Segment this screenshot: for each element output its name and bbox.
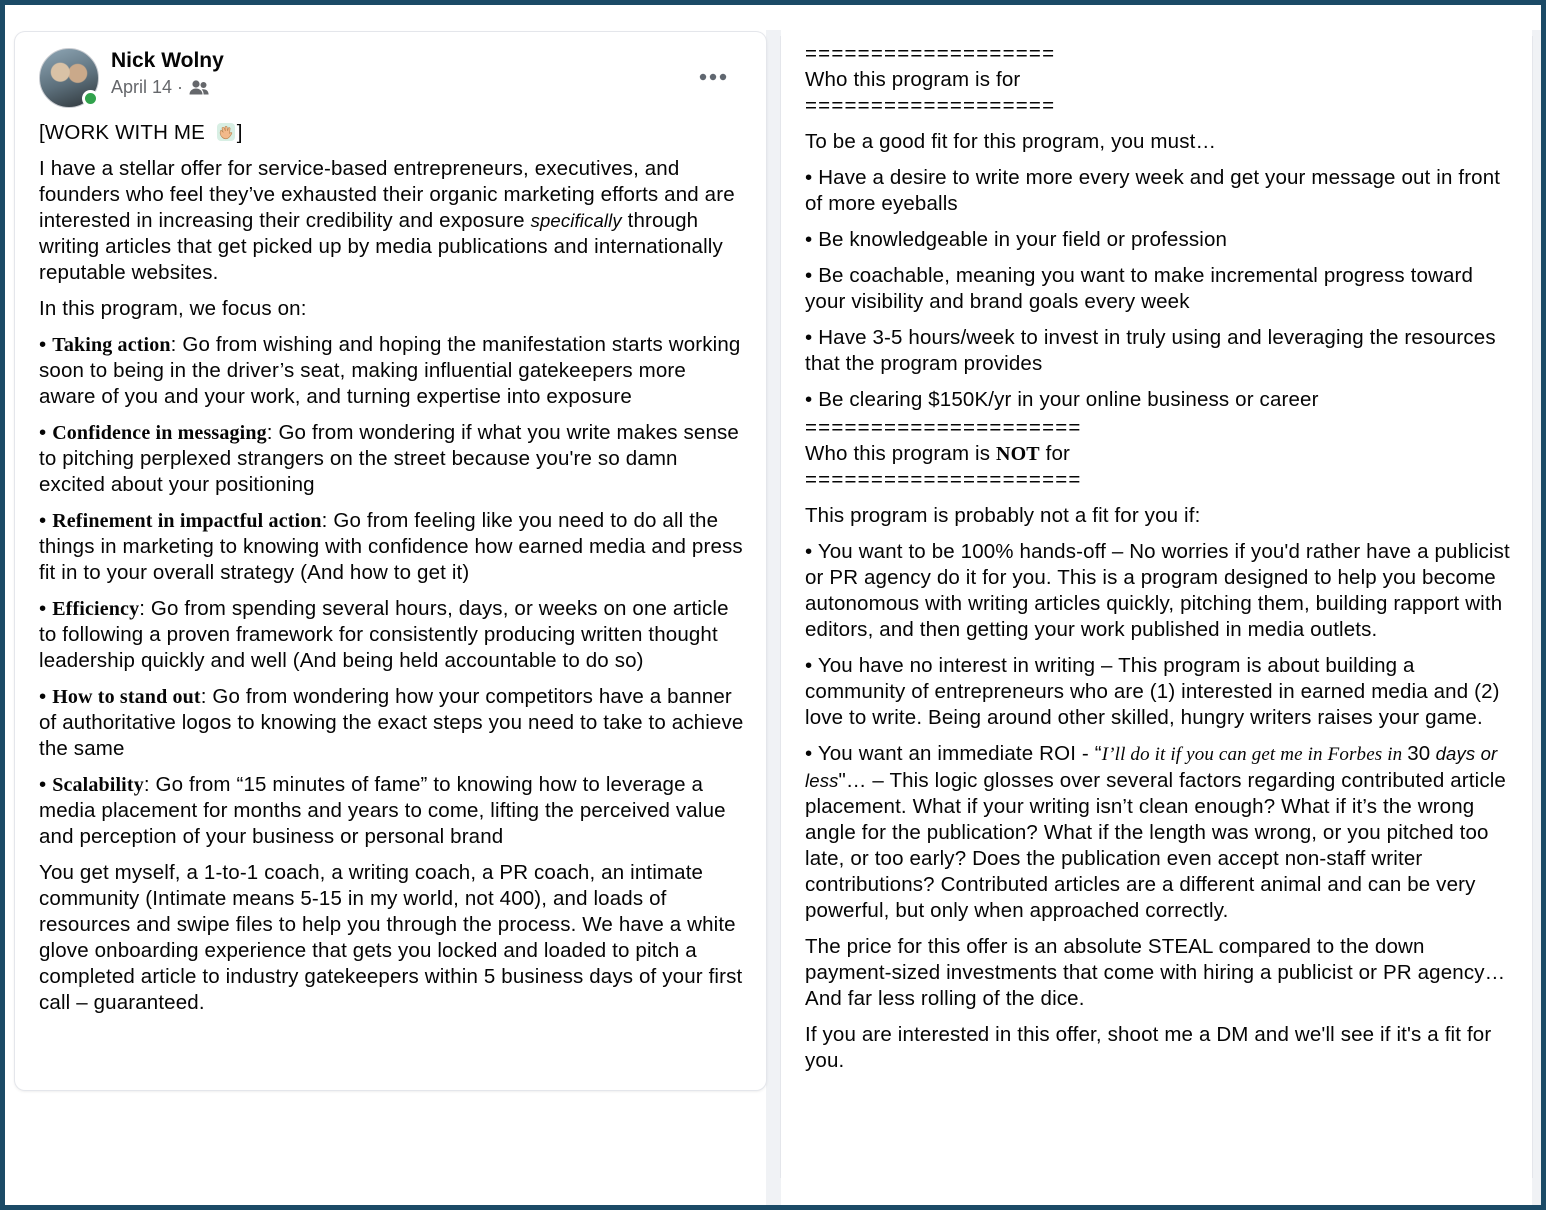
- post-meta: [111, 77, 210, 98]
- fit-item: • Have 3-5 hours/week to invest in truly using and leveraging the resources that the program provides: [805, 326, 1496, 375]
- not-fit-item: • You have no interest in writing – This program is about building a community of entrepreneurs who are (1) interested in earned media and (2) love to write. Being around other skilled, hungry writers raises your game.: [805, 654, 1500, 729]
- author-name[interactable]: Nick Wolny: [111, 49, 224, 72]
- focus-item: • Scalability: Go from “15 minutes of fame” to knowing how to leverage a media placement for months and years to come, lifting the perceived value and perception of your business or personal brand: [39, 773, 726, 848]
- fit-intro: To be a good fit for this program, you must…: [805, 130, 1217, 153]
- offer-paragraph: You get myself, a 1-to-1 coach, a writing coach, a PR coach, an intimate community (Intimate means 5-15 in my world, not 400), and loads of resources and swipe files to help you through the process. We have a white glove onboarding experience that gets you locked and loaded to pitch a completed article to industry gatekeepers within 5 business days of your first call – guaranteed.: [39, 861, 743, 1014]
- focus-intro: In this program, we focus on:: [39, 297, 307, 320]
- focus-item: • Refinement in impactful action: Go from feeling like you need to do all the things in marketing to knowing with confidence how earned media and press fit in to your overall strategy (And how to get it): [39, 509, 743, 584]
- divider: ===================: [805, 42, 1056, 65]
- friends-audience-icon[interactable]: [188, 79, 210, 97]
- bottom-left-area: [5, 1090, 766, 1205]
- right-gutter: [1532, 30, 1541, 1205]
- fit-item: • Have a desire to write more every week and get your message out in front of more eyeballs: [805, 166, 1501, 215]
- focus-item: • Efficiency: Go from spending several hours, days, or weeks on one article to following a proven framework for consistently producing written thought leadership quickly and well (And being held accountable to do so): [39, 597, 729, 672]
- not-fit-item: • You want to be 100% hands-off – No worries if you'd rather have a publicist or PR agency do it for you. This is a program designed to help you become autonomous with writing articles quickly, pitching them, building rapport with editors, and then getting your work published in media outlets.: [805, 540, 1510, 641]
- focus-item: • Taking action: Go from wishing and hoping the manifestation starts working soon to being in the driver’s seat, making influential gatekeepers more aware of you and your work, and turning expertise into exposure: [39, 333, 741, 408]
- top-strip: [5, 5, 1541, 30]
- more-options-button[interactable]: [695, 62, 731, 92]
- focus-item: • How to stand out: Go from wondering how your competitors have a banner of authoritative logos to knowing the exact steps you need to take to achieve the same: [39, 685, 744, 760]
- cta-paragraph: If you are interested in this offer, shoot me a DM and we'll see if it's a fit for you.: [805, 1023, 1492, 1072]
- post-date[interactable]: April 14: [111, 77, 173, 97]
- divider: =====================: [805, 468, 1082, 491]
- more-options-icon: [699, 73, 727, 81]
- intro-paragraph: I have a stellar offer for service-based entrepreneurs, executives, and founders who feel they’ve exhausted their organic marketing efforts and are interested in increasing their credibility and exposure specifically through writing articles that get picked up by media publications and internationally reputable websites.: [39, 157, 735, 284]
- online-status-icon: [82, 90, 99, 107]
- who-for-heading: Who this program is for: [805, 68, 1021, 91]
- fit-item: • Be knowledgeable in your field or profession: [805, 228, 1228, 251]
- meta-separator: ·: [177, 77, 184, 97]
- waving-hand-emoji-icon: [215, 121, 237, 143]
- fit-item: • Be coachable, meaning you want to make incremental progress toward your visibility and brand goals every week: [805, 264, 1474, 313]
- post-heading: [WORK WITH ME ]: [39, 121, 243, 144]
- post-card: [15, 32, 766, 1090]
- not-fit-item: • You want an immediate ROI - “I’ll do it if you can get me in Forbes in 30 days or less"… – This logic glosses over several factors regarding contributed article placement. What if your writing isn’t clean enough? What if it’s the wrong angle for the publication? What if the length was wrong, or you pitched too late, or too early? Does the publication even accept non-staff writer contributions? Contributed articles are a different animal and can be very powerful, but only when approached correctly.: [805, 742, 1506, 922]
- post-body: [39, 120, 748, 1026]
- divider: =====================: [805, 416, 1082, 439]
- post-continuation: [781, 36, 1532, 1178]
- not-for-heading: Who this program is NOT for: [805, 442, 1071, 465]
- fit-item: • Be clearing $150K/yr in your online business or career: [805, 388, 1319, 411]
- panel-gutter: [766, 30, 781, 1205]
- price-paragraph: The price for this offer is an absolute STEAL compared to the down payment-sized investments that come with hiring a publicist or PR agency… And far less rolling of the dice.: [805, 935, 1506, 1010]
- continuation-body: [805, 41, 1510, 1084]
- focus-item: • Confidence in messaging: Go from wondering if what you write makes sense to pitching perplexed strangers on the street because you're so damn excited about your positioning: [39, 421, 739, 496]
- not-fit-intro: This program is probably not a fit for you if:: [805, 504, 1201, 527]
- divider: ===================: [805, 94, 1056, 117]
